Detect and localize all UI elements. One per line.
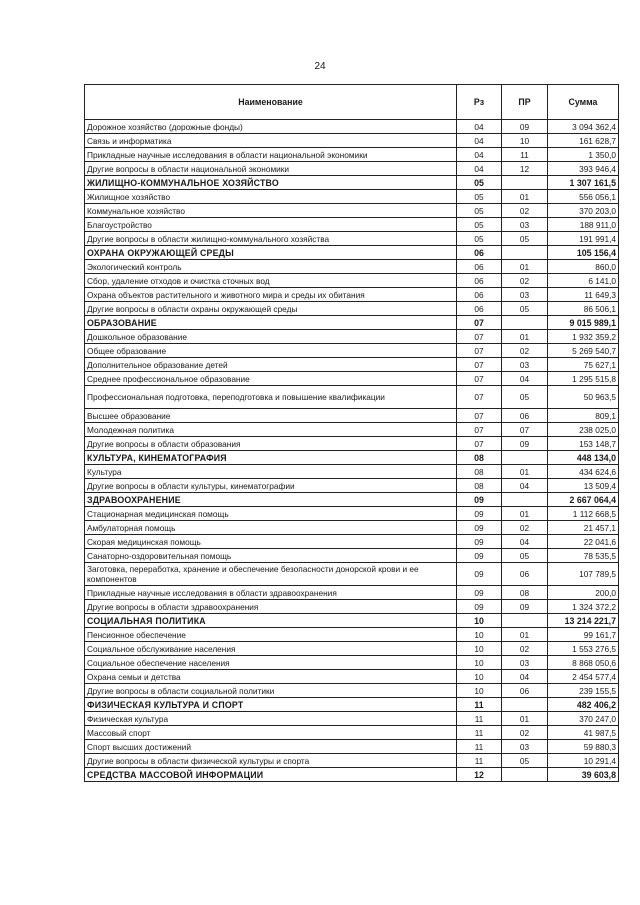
pr-cell: 01 xyxy=(502,190,548,204)
pr-cell xyxy=(502,451,548,465)
table-row xyxy=(85,712,619,726)
header-row xyxy=(85,85,619,120)
name-cell: Пенсионное обеспечение xyxy=(85,628,457,642)
rz-cell: 11 xyxy=(457,698,502,712)
rz-cell: 10 xyxy=(457,684,502,698)
rz-cell: 07 xyxy=(457,344,502,358)
pr-cell xyxy=(502,614,548,628)
name-cell: Профессиональная подготовка, переподготовка и повышение квалификации xyxy=(85,386,457,409)
pr-cell: 02 xyxy=(502,726,548,740)
name-cell: Благоустройство xyxy=(85,218,457,232)
name-cell: ОБРАЗОВАНИЕ xyxy=(85,316,457,330)
sum-cell: 2 454 577,4 xyxy=(548,670,619,684)
name-cell: Молодежная политика xyxy=(85,423,457,437)
rz-cell: 07 xyxy=(457,330,502,344)
pr-cell: 05 xyxy=(502,386,548,409)
section-row xyxy=(85,451,619,465)
sum-cell: 482 406,2 xyxy=(548,698,619,712)
pr-cell: 08 xyxy=(502,586,548,600)
table-row xyxy=(85,437,619,451)
name-cell: Прикладные научные исследования в области здравоохранения xyxy=(85,586,457,600)
rz-cell: 10 xyxy=(457,628,502,642)
pr-cell: 01 xyxy=(502,330,548,344)
pr-cell: 03 xyxy=(502,740,548,754)
section-row xyxy=(85,698,619,712)
rz-cell: 04 xyxy=(457,120,502,134)
sum-cell: 238 025,0 xyxy=(548,423,619,437)
sum-cell: 1 932 359,2 xyxy=(548,330,619,344)
name-cell: ЖИЛИЩНО-КОММУНАЛЬНОЕ ХОЗЯЙСТВО xyxy=(85,176,457,190)
name-cell: Другие вопросы в области охраны окружающей среды xyxy=(85,302,457,316)
sum-cell: 99 161,7 xyxy=(548,628,619,642)
pr-cell: 10 xyxy=(502,134,548,148)
table-row xyxy=(85,549,619,563)
table-row xyxy=(85,479,619,493)
pr-cell: 05 xyxy=(502,754,548,768)
pr-cell: 02 xyxy=(502,274,548,288)
table-row xyxy=(85,302,619,316)
name-cell: Спорт высших достижений xyxy=(85,740,457,754)
pr-cell: 02 xyxy=(502,344,548,358)
sum-cell: 1 112 668,5 xyxy=(548,507,619,521)
rz-cell: 09 xyxy=(457,507,502,521)
table-row xyxy=(85,535,619,549)
pr-cell xyxy=(502,698,548,712)
pr-cell: 09 xyxy=(502,600,548,614)
pr-cell: 09 xyxy=(502,437,548,451)
pr-cell: 04 xyxy=(502,479,548,493)
rz-cell: 05 xyxy=(457,232,502,246)
rz-cell: 06 xyxy=(457,288,502,302)
name-cell: Санаторно-оздоровительная помощь xyxy=(85,549,457,563)
pr-cell: 03 xyxy=(502,218,548,232)
table-row xyxy=(85,465,619,479)
table-row xyxy=(85,507,619,521)
sum-cell: 370 247,0 xyxy=(548,712,619,726)
name-cell: Связь и информатика xyxy=(85,134,457,148)
name-cell: Другие вопросы в области социальной политики xyxy=(85,684,457,698)
rz-cell: 08 xyxy=(457,479,502,493)
pr-cell xyxy=(502,176,548,190)
section-row xyxy=(85,176,619,190)
name-cell: Скорая медицинская помощь xyxy=(85,535,457,549)
pr-cell: 06 xyxy=(502,409,548,423)
name-cell: Другие вопросы в области образования xyxy=(85,437,457,451)
rz-cell: 05 xyxy=(457,204,502,218)
sum-cell: 200,0 xyxy=(548,586,619,600)
name-cell: Охрана семьи и детства xyxy=(85,670,457,684)
name-cell: Сбор, удаление отходов и очистка сточных вод xyxy=(85,274,457,288)
header-name: Наименование xyxy=(85,85,457,120)
sum-cell: 107 789,5 xyxy=(548,563,619,586)
pr-cell: 06 xyxy=(502,563,548,586)
pr-cell: 05 xyxy=(502,302,548,316)
pr-cell xyxy=(502,316,548,330)
table-row xyxy=(85,288,619,302)
sum-cell: 50 963,5 xyxy=(548,386,619,409)
budget-table xyxy=(84,84,619,782)
sum-cell: 6 141,0 xyxy=(548,274,619,288)
sum-cell: 448 134,0 xyxy=(548,451,619,465)
sum-cell: 370 203,0 xyxy=(548,204,619,218)
sum-cell: 188 911,0 xyxy=(548,218,619,232)
name-cell: Другие вопросы в области здравоохранения xyxy=(85,600,457,614)
table-row xyxy=(85,670,619,684)
rz-cell: 09 xyxy=(457,563,502,586)
pr-cell: 05 xyxy=(502,549,548,563)
table-row xyxy=(85,162,619,176)
table-row xyxy=(85,344,619,358)
pr-cell: 04 xyxy=(502,535,548,549)
table-row xyxy=(85,563,619,586)
pr-cell xyxy=(502,246,548,260)
sum-cell: 13 214 221,7 xyxy=(548,614,619,628)
pr-cell: 01 xyxy=(502,465,548,479)
header-pr: ПР xyxy=(502,85,548,120)
rz-cell: 10 xyxy=(457,656,502,670)
name-cell: Среднее профессиональное образование xyxy=(85,372,457,386)
sum-cell: 22 041,6 xyxy=(548,535,619,549)
pr-cell: 01 xyxy=(502,712,548,726)
name-cell: Социальное обеспечение населения xyxy=(85,656,457,670)
sum-cell: 860,0 xyxy=(548,260,619,274)
sum-cell: 1 295 515,8 xyxy=(548,372,619,386)
rz-cell: 11 xyxy=(457,712,502,726)
rz-cell: 06 xyxy=(457,246,502,260)
sum-cell: 1 324 372,2 xyxy=(548,600,619,614)
name-cell: Массовый спорт xyxy=(85,726,457,740)
rz-cell: 08 xyxy=(457,465,502,479)
table-row xyxy=(85,754,619,768)
rz-cell: 07 xyxy=(457,386,502,409)
table-row xyxy=(85,600,619,614)
rz-cell: 11 xyxy=(457,754,502,768)
rz-cell: 09 xyxy=(457,586,502,600)
name-cell: Общее образование xyxy=(85,344,457,358)
name-cell: ЗДРАВООХРАНЕНИЕ xyxy=(85,493,457,507)
pr-cell: 12 xyxy=(502,162,548,176)
table-row xyxy=(85,148,619,162)
page-number: 24 xyxy=(314,61,326,72)
pr-cell: 02 xyxy=(502,521,548,535)
rz-cell: 04 xyxy=(457,162,502,176)
pr-cell: 01 xyxy=(502,507,548,521)
sum-cell: 9 015 989,1 xyxy=(548,316,619,330)
table-row xyxy=(85,134,619,148)
table-row xyxy=(85,358,619,372)
table-row xyxy=(85,740,619,754)
rz-cell: 06 xyxy=(457,260,502,274)
rz-cell: 09 xyxy=(457,521,502,535)
pr-cell: 04 xyxy=(502,670,548,684)
rz-cell: 07 xyxy=(457,358,502,372)
sum-cell: 39 603,8 xyxy=(548,768,619,782)
sum-cell: 41 987,5 xyxy=(548,726,619,740)
rz-cell: 04 xyxy=(457,148,502,162)
table-row xyxy=(85,120,619,134)
sum-cell: 78 535,5 xyxy=(548,549,619,563)
table-row xyxy=(85,684,619,698)
name-cell: ФИЗИЧЕСКАЯ КУЛЬТУРА И СПОРТ xyxy=(85,698,457,712)
name-cell: Коммунальное хозяйство xyxy=(85,204,457,218)
name-cell: Другие вопросы в области культуры, кинематографии xyxy=(85,479,457,493)
name-cell: Заготовка, переработка, хранение и обеспечение безопасности донорской крови и ее компонентов xyxy=(85,563,457,586)
table-row xyxy=(85,274,619,288)
sum-cell: 3 094 362,4 xyxy=(548,120,619,134)
pr-cell xyxy=(502,493,548,507)
table-body xyxy=(85,120,619,782)
name-cell: Экологический контроль xyxy=(85,260,457,274)
rz-cell: 09 xyxy=(457,493,502,507)
sum-cell: 21 457,1 xyxy=(548,521,619,535)
rz-cell: 07 xyxy=(457,372,502,386)
sum-cell: 86 506,1 xyxy=(548,302,619,316)
rz-cell: 05 xyxy=(457,176,502,190)
sum-cell: 11 649,3 xyxy=(548,288,619,302)
pr-cell: 11 xyxy=(502,148,548,162)
section-row xyxy=(85,246,619,260)
sum-cell: 59 880,3 xyxy=(548,740,619,754)
section-row xyxy=(85,768,619,782)
rz-cell: 10 xyxy=(457,614,502,628)
sum-cell: 434 624,6 xyxy=(548,465,619,479)
table-row xyxy=(85,726,619,740)
table-row xyxy=(85,372,619,386)
sum-cell: 105 156,4 xyxy=(548,246,619,260)
name-cell: Другие вопросы в области национальной экономики xyxy=(85,162,457,176)
name-cell: Прикладные научные исследования в области национальной экономики xyxy=(85,148,457,162)
table-row xyxy=(85,586,619,600)
name-cell: КУЛЬТУРА, КИНЕМАТОГРАФИЯ xyxy=(85,451,457,465)
pr-cell: 02 xyxy=(502,204,548,218)
sum-cell: 161 628,7 xyxy=(548,134,619,148)
section-row xyxy=(85,316,619,330)
pr-cell: 04 xyxy=(502,372,548,386)
name-cell: Стационарная медицинская помощь xyxy=(85,507,457,521)
table-row xyxy=(85,260,619,274)
pr-cell: 01 xyxy=(502,260,548,274)
rz-cell: 06 xyxy=(457,302,502,316)
rz-cell: 08 xyxy=(457,451,502,465)
pr-cell: 01 xyxy=(502,628,548,642)
table-row xyxy=(85,423,619,437)
sum-cell: 393 946,4 xyxy=(548,162,619,176)
rz-cell: 09 xyxy=(457,535,502,549)
rz-cell: 09 xyxy=(457,600,502,614)
name-cell: Физическая культура xyxy=(85,712,457,726)
rz-cell: 10 xyxy=(457,642,502,656)
sum-cell: 153 148,7 xyxy=(548,437,619,451)
name-cell: Жилищное хозяйство xyxy=(85,190,457,204)
pr-cell: 06 xyxy=(502,684,548,698)
table-row xyxy=(85,521,619,535)
sum-cell: 8 868 050,6 xyxy=(548,656,619,670)
table-row xyxy=(85,628,619,642)
table-row xyxy=(85,190,619,204)
pr-cell: 03 xyxy=(502,358,548,372)
name-cell: Дошкольное образование xyxy=(85,330,457,344)
pr-cell: 05 xyxy=(502,232,548,246)
pr-cell xyxy=(502,768,548,782)
table-row xyxy=(85,656,619,670)
name-cell: СОЦИАЛЬНАЯ ПОЛИТИКА xyxy=(85,614,457,628)
sum-cell: 75 627,1 xyxy=(548,358,619,372)
rz-cell: 07 xyxy=(457,409,502,423)
name-cell: Высшее образование xyxy=(85,409,457,423)
sum-cell: 1 307 161,5 xyxy=(548,176,619,190)
rz-cell: 07 xyxy=(457,316,502,330)
sum-cell: 1 350,0 xyxy=(548,148,619,162)
pr-cell: 09 xyxy=(502,120,548,134)
name-cell: Дополнительное образование детей xyxy=(85,358,457,372)
rz-cell: 07 xyxy=(457,437,502,451)
table-row xyxy=(85,386,619,409)
pr-cell: 03 xyxy=(502,288,548,302)
rz-cell: 11 xyxy=(457,726,502,740)
sum-cell: 1 553 276,5 xyxy=(548,642,619,656)
rz-cell: 06 xyxy=(457,274,502,288)
sum-cell: 556 056,1 xyxy=(548,190,619,204)
sum-cell: 10 291,4 xyxy=(548,754,619,768)
rz-cell: 05 xyxy=(457,218,502,232)
name-cell: Амбулаторная помощь xyxy=(85,521,457,535)
table-row xyxy=(85,204,619,218)
pr-cell: 03 xyxy=(502,656,548,670)
name-cell: СРЕДСТВА МАССОВОЙ ИНФОРМАЦИИ xyxy=(85,768,457,782)
rz-cell: 07 xyxy=(457,423,502,437)
header-rz: Рз xyxy=(457,85,502,120)
sum-cell: 191 991,4 xyxy=(548,232,619,246)
rz-cell: 12 xyxy=(457,768,502,782)
name-cell: Дорожное хозяйство (дорожные фонды) xyxy=(85,120,457,134)
rz-cell: 10 xyxy=(457,670,502,684)
name-cell: Культура xyxy=(85,465,457,479)
pr-cell: 02 xyxy=(502,642,548,656)
rz-cell: 09 xyxy=(457,549,502,563)
name-cell: ОХРАНА ОКРУЖАЮЩЕЙ СРЕДЫ xyxy=(85,246,457,260)
sum-cell: 5 269 540,7 xyxy=(548,344,619,358)
pr-cell: 07 xyxy=(502,423,548,437)
name-cell: Социальное обслуживание населения xyxy=(85,642,457,656)
sum-cell: 239 155,5 xyxy=(548,684,619,698)
name-cell: Другие вопросы в области жилищно-коммунального хозяйства xyxy=(85,232,457,246)
rz-cell: 04 xyxy=(457,134,502,148)
table-row xyxy=(85,409,619,423)
rz-cell: 05 xyxy=(457,190,502,204)
section-row xyxy=(85,493,619,507)
header-sum: Сумма xyxy=(548,85,619,120)
name-cell: Охрана объектов растительного и животного мира и среды их обитания xyxy=(85,288,457,302)
rz-cell: 11 xyxy=(457,740,502,754)
name-cell: Другие вопросы в области физической культуры и спорта xyxy=(85,754,457,768)
sum-cell: 2 667 064,4 xyxy=(548,493,619,507)
sum-cell: 13 509,4 xyxy=(548,479,619,493)
section-row xyxy=(85,614,619,628)
table-row xyxy=(85,330,619,344)
table-row xyxy=(85,232,619,246)
table-row xyxy=(85,642,619,656)
sum-cell: 809,1 xyxy=(548,409,619,423)
table-row xyxy=(85,218,619,232)
